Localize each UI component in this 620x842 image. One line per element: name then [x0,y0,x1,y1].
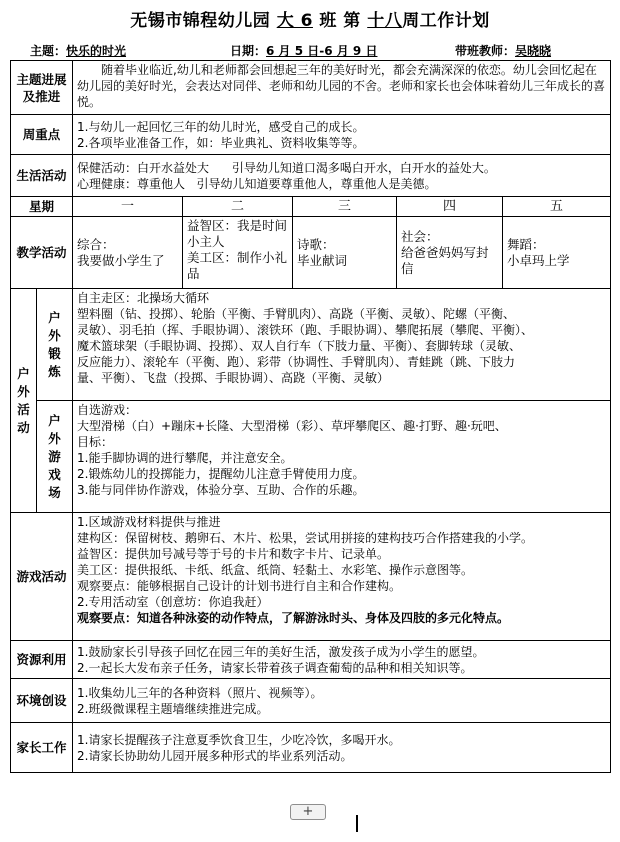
life-activity-content [73,155,611,197]
theme-progress-text: 随着毕业临近,幼儿和老师都会回想起三年的美好时光，都会充满深深的依恋。幼儿会回忆起在幼儿园的美好时光，会表达对同伴、老师和幼儿园的不舍。老师和家长也会体味着幼儿三年成长的喜悦。 [73,61,611,115]
outdoor-exercise-content [73,289,611,401]
row-weekdays [11,197,611,217]
parents-content [73,723,611,773]
row-resources [11,641,611,679]
teaching-mon [73,217,183,289]
teaching-wed [293,217,397,289]
title-class-word: 班 第 [319,11,361,31]
teaching-fri-topic: 小卓玛上学 [507,252,570,268]
weekday-wed: 三 [293,197,397,217]
label-weekday: 星期 [11,197,73,217]
environment-item: 2.班级微课程主题墙继续推进完成。 [77,701,269,716]
exercise-line: 灵敏）、羽毛拍（挥、手眼协调）、滚铁环（跑、手眼协调）、攀爬拓展（攀爬、平衡）、 [77,323,534,337]
add-row-button[interactable]: + [290,804,326,820]
teaching-mon-topic: 我要做小学生了 [77,252,165,268]
exercise-line: 量、平衡）、飞盘（投掷、手眼协调）、高跷（平衡、灵敏） [77,371,390,385]
title-grade: 大 6 [276,11,313,31]
game-activity-line: 观察要点：知道各种泳姿的动作特点，了解游泳时头、身体及四肢的多元化特点。 [77,611,510,625]
teaching-tue [183,217,293,289]
parents-item: 2.请家长协助幼儿园开展多种形式的毕业系列活动。 [77,748,353,763]
game-activity-line: 2.专用活动室（创意坊：你追我赶） [77,595,269,609]
resources-content [73,641,611,679]
label-game-activity: 游戏活动 [11,513,73,641]
game-activity-line: 建构区：保留树枝、鹅卵石、木片、松果，尝试用拼接的建构技巧合作搭建我的小学。 [77,531,534,545]
row-life-activity [11,155,611,197]
teaching-fri-subject: 舞蹈： [507,236,545,252]
game-activity-line: 观察要点：能够根据自己设计的计划书进行自主和合作建构。 [77,579,402,593]
text-cursor [356,815,358,832]
date-value: 6 月 5 日-6 月 9 日 [266,44,378,58]
game-activity-line: 益智区：提供加号减号等于号的卡片和数字卡片、记录单。 [77,547,390,561]
week-focus-content [73,115,611,155]
row-game-activity [11,513,611,641]
game-line: 自选游戏： [77,403,138,417]
teacher-label: 带班教师： [455,44,516,58]
weekday-tue: 二 [183,197,293,217]
game-activity-content [73,513,611,641]
game-line: 3.能与同伴协作游戏，体验分享、互助、合作的乐趣。 [77,483,365,497]
parents-item: 1.请家长提醒孩子注意夏季饮食卫生，少吃冷饮，多喝开水。 [77,732,401,747]
row-teaching [11,217,611,289]
game-activity-line: 1.区域游戏材料提供与推进 [77,515,221,529]
weekday-fri: 五 [503,197,611,217]
exercise-line: 自主走区：北操场大循环 [77,291,210,305]
teaching-wed-subject: 诗歌： [297,236,335,252]
label-parents: 家长工作 [11,723,73,773]
row-week-focus [11,115,611,155]
environment-item: 1.收集幼儿三年的各种资料（照片、视频等）。 [77,685,323,700]
title-kindergarten: 无锡市锦程幼儿园 [130,11,271,31]
title-week: 十八 [367,11,403,31]
page-title [0,6,620,31]
theme-info [30,42,126,59]
row-theme-progress [11,61,611,115]
environment-content [73,679,611,723]
game-activity-line: 美工区：提供报纸、卡纸、纸盒、纸筒、轻黏土、水彩笔、操作示意图等。 [77,563,474,577]
teaching-mon-subject: 综合： [77,236,115,252]
exercise-line: 魔术篮球架（手眼协调、投掷）、双人自行车（下肢力量、平衡）、套脚转球（灵敏、 [77,339,522,353]
teaching-thu [397,217,503,289]
mental-health-activity: 心理健康：尊重他人 引导幼儿知道要尊重他人，尊重他人是美德。 [77,176,437,191]
row-parents [11,723,611,773]
outdoor-game-content [73,401,611,513]
row-environment [11,679,611,723]
weekday-thu: 四 [397,197,503,217]
week-focus-item: 2.各项毕业准备工作，如：毕业典礼、资料收集等等。 [77,135,365,150]
resources-item: 2.一起长大发布亲子任务，请家长带着孩子调查葡萄的品种和相关知识等。 [77,660,473,675]
title-suffix: 周工作计划 [402,11,490,31]
row-outdoor-game [11,401,611,513]
theme-label: 主题： [30,44,67,58]
label-outdoor-exercise: 户外锻炼 [37,289,73,401]
row-outdoor-exercise [11,289,611,401]
label-resources: 资源利用 [11,641,73,679]
game-line: 1.能手脚协调的进行攀爬，并注意安全。 [77,451,293,465]
game-line: 大型滑梯（白）+蹦床+长隆、大型滑梯（彩）、草坪攀爬区、趣·打野、趣·玩吧、 [77,419,507,433]
teacher-info [455,42,551,59]
teaching-tue-art: 美工区：制作小礼品 [187,250,288,281]
game-line: 目标： [77,435,114,449]
label-life-activity: 生活活动 [11,155,73,197]
theme-value: 快乐的时光 [66,44,127,58]
weekday-mon: 一 [73,197,183,217]
label-week-focus: 周重点 [11,115,73,155]
label-teaching: 教学活动 [11,217,73,289]
label-outdoor-game: 户外游戏场 [37,401,73,513]
label-environment: 环境创设 [11,679,73,723]
game-line: 2.锻炼幼儿的投掷能力，提醒幼儿注意手臂使用力度。 [77,467,365,481]
teacher-value: 吴晓晓 [515,44,552,58]
label-outdoor: 户外活动 [11,289,37,513]
date-info [230,42,377,59]
resources-item: 1.鼓励家长引导孩子回忆在园三年的美好生活，激发孩子成为小学生的愿望。 [77,644,485,659]
exercise-line: 反应能力）、滚轮车（平衡、跑）、彩带（协调性、手臂肌肉）、青蛙跳（跳、下肢力 [77,355,516,369]
teaching-fri [503,217,611,289]
teaching-wed-topic: 毕业献词 [297,252,348,268]
teaching-thu-topic: 给爸爸妈妈写封信 [401,244,489,276]
label-theme-progress: 主题进展及推进 [11,61,73,115]
health-activity: 保健活动：白开水益处大 引导幼儿知道口渴多喝白开水，白开水的益处大。 [77,160,496,175]
weekly-plan-table [10,60,611,773]
teaching-tue-puzzle: 益智区：我是时间小主人 [187,218,288,249]
date-label: 日期： [230,44,267,58]
week-focus-item: 1.与幼儿一起回忆三年的幼儿时光，感受自己的成长。 [77,119,365,134]
teaching-thu-subject: 社会： [401,228,439,244]
exercise-line: 塑料圈（钻、投掷）、轮胎（平衡、手臂肌肉）、高跷（平衡、灵敏）、陀螺（平衡、 [77,307,516,321]
